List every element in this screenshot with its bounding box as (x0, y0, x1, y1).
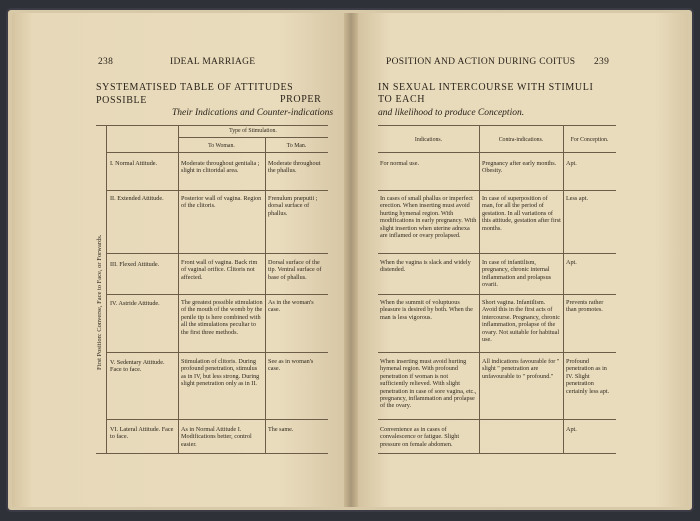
row-4-indications: When the summit of voluptuous pleasure is desired by both. When the man is less vigorous. (380, 299, 473, 321)
row-4-woman: The greatest possible stimulation of the mouth of the womb by the penile tip is here combined with all the stimulations peculiar to the first three methods. (181, 299, 263, 336)
row-4-attitude: IV. Astride Attitude. (110, 300, 160, 307)
row-5-indications: When inserting must avoid hurting hymenal region. With profound penetration if woman is not sufficiently relieved. With slight penetration in case of sore vagina, etc., pregnancy, inflammation and prolapse of the ovary. (380, 358, 477, 410)
row-2-contra: In case of superposition of man, for all the period of gestation. In all variations of this attitude, gestation after first months. (482, 195, 561, 232)
row-3-woman: Front wall of vagina. Back rim of vaginal orifice. Clitoris not affected. (181, 259, 258, 281)
row-1-attitude: I. Normal Attitude. (110, 160, 158, 167)
right-title-line2: TO EACH (378, 94, 426, 105)
right-col-divider-2 (563, 125, 564, 453)
type-of-stimulation-header: Type of Stimulation. (229, 128, 277, 134)
to-man-header: To Man. (286, 143, 307, 149)
row-6-man: The same. (268, 426, 294, 433)
left-title-line2: PROPER (280, 94, 322, 105)
row-1-woman: Moderate throughout genitalia ; slight in clitoridal area. (181, 160, 260, 175)
right-subtitle: and likelihood to produce Conception. (378, 108, 525, 118)
right-row-rule-5 (378, 419, 616, 420)
right-running-head: POSITION AND ACTION DURING COITUS (386, 57, 576, 67)
row-4-contra: Short vagina. Infantilism. Avoid this in the first acts of intercourse. Pregnancy, chronic inflammation, prolapse of the ovary. Not suitable for habitual use. (482, 299, 560, 344)
right-row-rule-3 (378, 294, 616, 295)
first-position-side-label: First Position: Converse, Face to Face, or Forwards. (96, 234, 103, 370)
row-6-indications: Convenience as in cases of convalescence or fatigue. Slight pressure on female abdomen. (380, 426, 460, 448)
right-row-rule-2 (378, 253, 616, 254)
right-table-top-rule (378, 125, 616, 126)
left-row-rule-5 (106, 419, 328, 420)
left-title-line1: SYSTEMATISED TABLE OF ATTITUDES POSSIBLE (96, 82, 294, 106)
row-2-woman: Posterior wall of vagina. Region of the clitoris. (181, 195, 262, 210)
row-5-attitude: V. Sedentary Attitude. Face to face. (110, 359, 165, 374)
right-title-line1: IN SEXUAL INTERCOURSE WITH STIMULI (378, 82, 594, 93)
row-2-man: Frenulum præputii ; dorsal surface of phallus. (268, 195, 318, 217)
left-col-divider-2 (265, 137, 266, 453)
row-1-contra: Pregnancy after early months. Obesity. (482, 160, 557, 175)
row-1-indications: For normal use. (380, 160, 420, 167)
right-header-rule (378, 152, 616, 153)
row-3-contra: In case of infantilism, pregnancy, chronic internal inflammation and prolapsus ovarii. (482, 259, 552, 289)
left-row-rule-1 (106, 190, 328, 191)
left-row-rule-2 (106, 253, 328, 254)
right-row-rule-4 (378, 352, 616, 353)
row-1-conception: Apt. (566, 160, 577, 167)
right-page-number: 239 (594, 57, 610, 67)
row-2-conception: Less apt. (566, 195, 588, 202)
right-row-rule-1 (378, 190, 616, 191)
left-col-divider-1 (178, 125, 179, 453)
left-running-head: IDEAL MARRIAGE (170, 57, 256, 67)
row-4-conception: Prevents rather than promotes. (566, 299, 604, 314)
row-1-man: Moderate throughout the phallus. (268, 160, 321, 175)
book-gutter (344, 13, 358, 507)
row-3-conception: Apt. (566, 259, 577, 266)
row-2-attitude: II. Extended Attitude. (110, 195, 164, 202)
row-3-indications: When the vagina is slack and widely distended. (380, 259, 471, 274)
row-3-man: Dorsal surface of the tip. Ventral surface of base of phallus. (268, 259, 322, 281)
row-5-woman: Stimulation of clitoris. During profound penetration, stimulus as in IV, but less strong. During slight penetration only as in II. (181, 358, 260, 388)
contra-indications-header: Contra-indications. (498, 137, 544, 143)
row-3-attitude: III. Flexed Attitude. (110, 261, 160, 268)
right-table-bottom-rule (378, 453, 616, 454)
to-woman-header: To Woman. (208, 143, 235, 149)
for-conception-header: For Conception. (570, 137, 609, 143)
row-6-conception: Apt. (566, 426, 577, 433)
left-row-rule-4 (106, 352, 328, 353)
left-table-top-rule (96, 125, 328, 126)
indications-header: Indications. (414, 137, 443, 143)
right-col-divider-1 (479, 125, 480, 453)
left-subtitle: Their Indications and Counter-indications (172, 108, 334, 118)
row-5-contra: All indications favourable for " slight " penetration are unfavourable to " profound." (482, 358, 560, 380)
left-side-divider (106, 125, 107, 453)
left-group-rule (178, 137, 328, 138)
left-page-number: 238 (98, 57, 114, 67)
row-6-woman: As in Normal Attitude I. Modifications better, control easier. (181, 426, 252, 448)
row-4-man: As in the woman's case. (268, 299, 314, 314)
left-header-rule (106, 152, 328, 153)
row-5-conception: Profound penetration as in IV. Slight penetration certainly less apt. (566, 358, 610, 395)
row-2-indications: In cases of small phallus or imperfect erection. When inserting must avoid hurting hymenal region. With modifications in early pregnancy. With slight insertion when uterine adnexa are inflamed or ovary prolapsed. (380, 195, 477, 240)
row-5-man: See as in woman's case. (268, 358, 314, 373)
left-row-rule-3 (106, 294, 328, 295)
left-table-bottom-rule (96, 453, 328, 454)
row-6-attitude: VI. Lateral Attitude. Face to face. (110, 426, 174, 441)
